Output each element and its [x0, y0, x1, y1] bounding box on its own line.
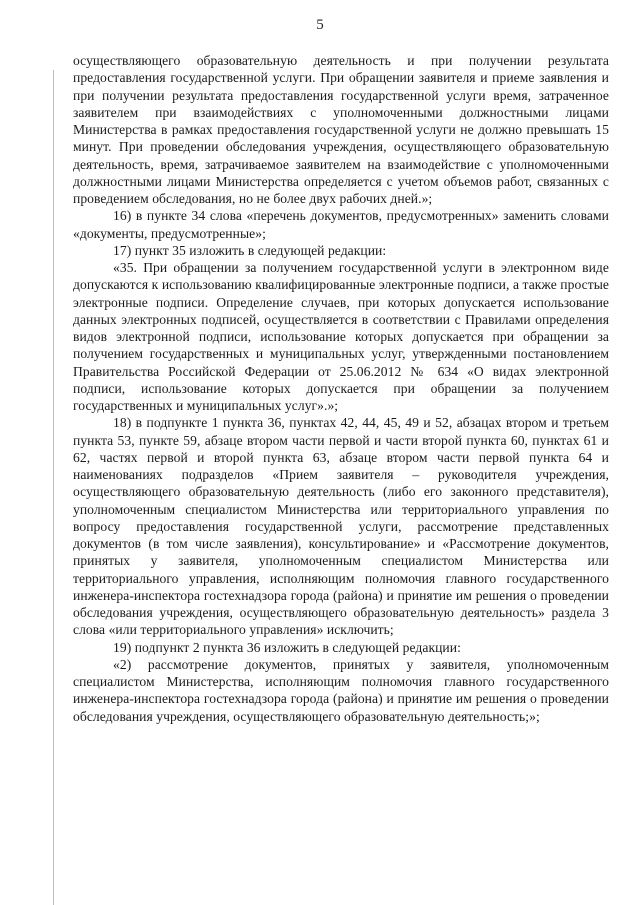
page-number: 5 — [316, 17, 324, 33]
paragraph-item-18: 18) в подпункте 1 пункта 36, пунктах 42, 44, 45, 49 и 52, абзацах втором и третьем пункта 53, пункте 59, абзаце втором части первой и части второй пункта 60, пунктах 61 и 62, частях первой и второй пункта 63, абзаце втором части первой пункта 64 и наименованиях подразделов «Прием заявителя – руководителя учреждения, осуществляющего образовательную деятельность (либо его законного представителя), уполномоченным специалистом Министерства или территориального управления по вопросу предоставления государственной услуги, рассмотрение представленных документов (в том числе заявления), консультирование» и «Рассмотрение документов, принятых у заявителя, уполномоченным специалистом Министерства или территориального управления, исполняющим полномочия главного государственного инженера-инспектора гостехнадзора города (района) и принятие им решения о проведении обследования учреждения, осуществляющего образовательную деятельность» раздела 3 слова «или территориального управления» исключить; — [73, 415, 609, 638]
document-body — [73, 52, 609, 725]
paragraph-quote-2: «2) рассмотрение документов, принятых у заявителя, уполномоченным специалистом Министерства, исполняющим полномочия главного государственного инженера-инспектора гостехнадзора города (района) и принятие им решения о проведении обследования учреждения, осуществляющего образовательную деятельность;»; — [73, 656, 609, 724]
paragraph-continuation: осуществляющего образовательную деятельность и при получении результата предоставления государственной услуги. При обращении заявителя и приеме заявления и при получении результата предоставления государственной услуги время, затраченное заявителем при взаимодействиях с уполномоченными должностными лицами Министерства в рамках предоставления государственной услуги не должно превышать 15 минут. При проведении обследования учреждения, осуществляющего образовательную деятельность, время, затрачиваемое заявителем на взаимодействие с уполномоченными должностными лицами Министерства определяется с учетом объемов работ, связанных с проведением обследования, но не более двух рабочих дней.»; — [73, 53, 609, 206]
left-margin-rule — [53, 70, 54, 905]
paragraph-item-19: 19) подпункт 2 пункта 36 изложить в следующей редакции: — [113, 639, 461, 655]
paragraph-item-17: 17) пункт 35 изложить в следующей редакции: — [113, 242, 387, 258]
paragraph-quote-35: «35. При обращении за получением государственной услуги в электронном виде допускаются к использованию квалифицированные электронные подписи, а также простые электронные подписи. Определение случаев, при которых допускается использование данных электронных подписей, осуществляется в соответствии с Правилами определения видов электронной подписи, использование которых допускается при обращении за получением государственных и муниципальных услуг, утвержденными постановлением Правительства Российской Федерации от 25.06.2012 № 634 «О видах электронной подписи, использование которых допускается при обращении за получением государственных и муниципальных услуг».»; — [73, 260, 609, 413]
paragraph-item-16: 16) в пункте 34 слова «перечень документов, предусмотренных» заменить словами «документы, предусмотренные»; — [73, 208, 609, 241]
